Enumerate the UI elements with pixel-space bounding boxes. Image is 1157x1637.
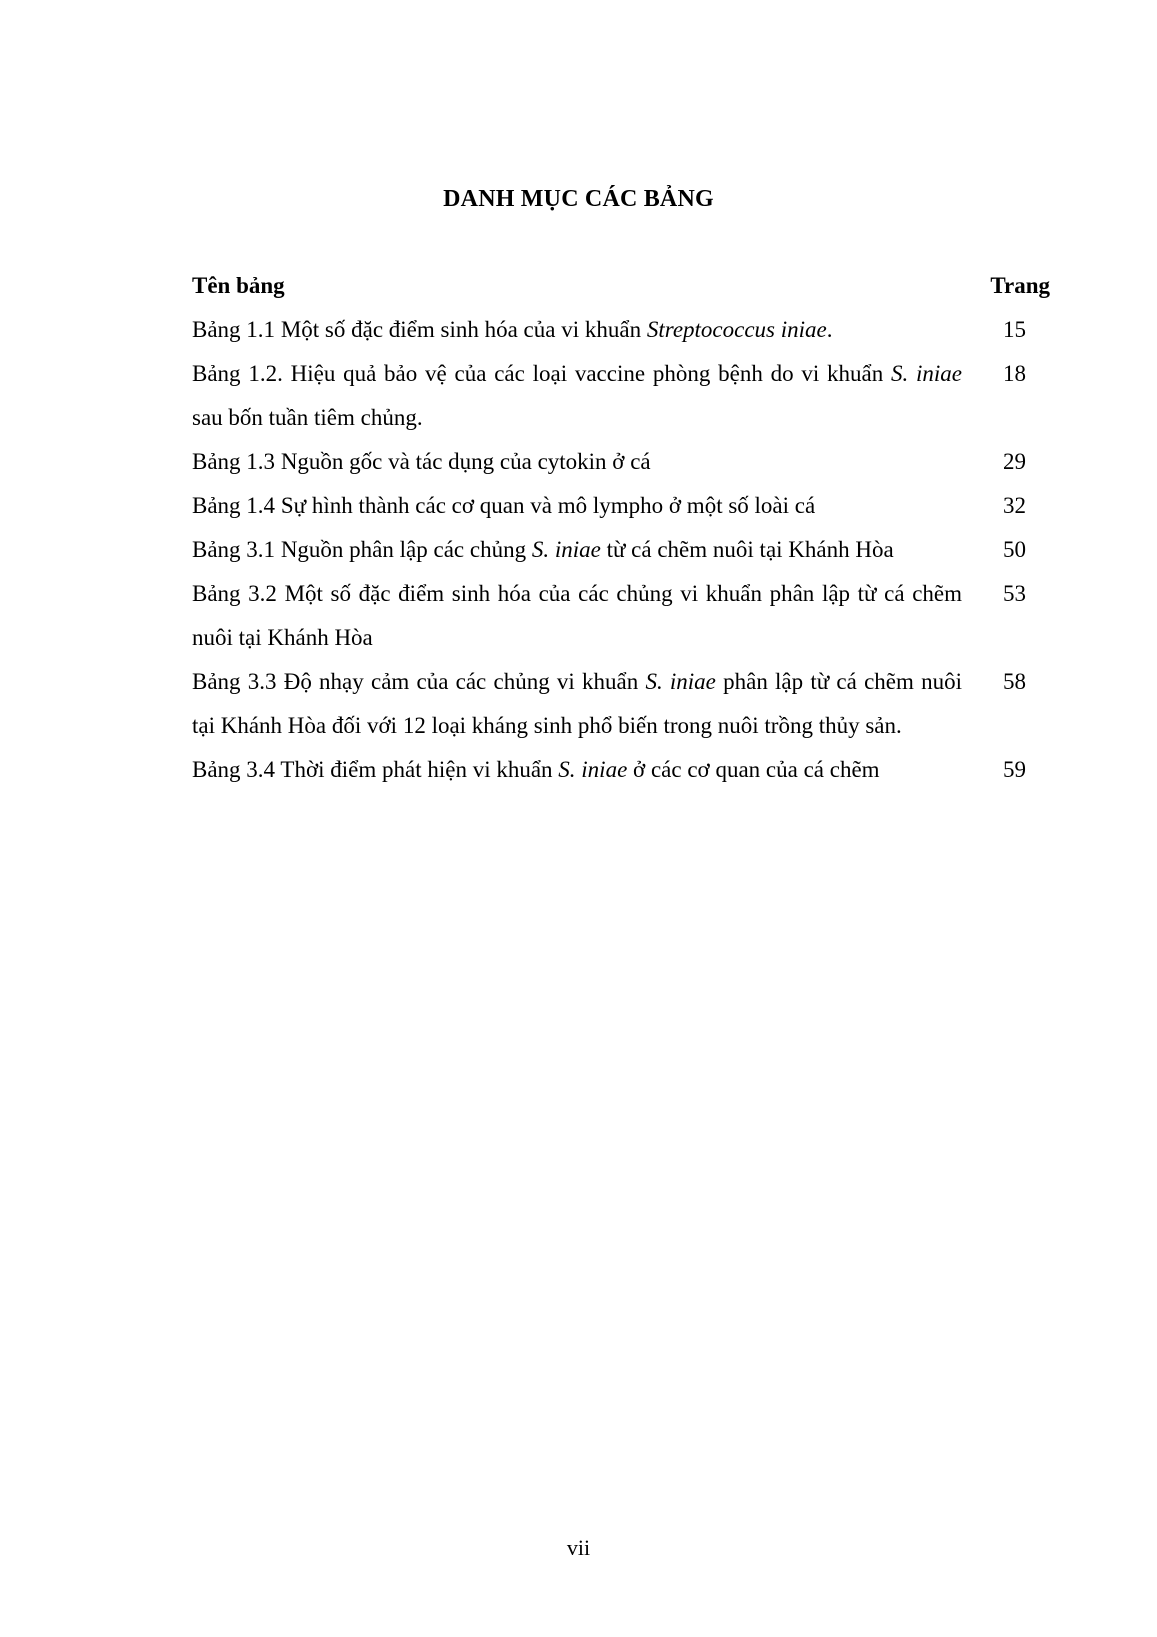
column-header-name: Tên bảng [192,273,285,298]
entry-page: 53 [1003,581,1026,606]
entry-text: Bảng 1.3 Nguồn gốc và tác dụng của cytokin ở cá [192,449,651,474]
column-header-page: Trang [990,273,1050,298]
entry-text: Bảng 1.4 Sự hình thành các cơ quan và mô lympho ở một số loài cá [192,493,816,518]
table-entry[interactable] [192,352,1050,440]
table-entry[interactable] [192,572,1050,660]
entry-label: Bảng 1.4 [192,493,276,518]
entry-text: Bảng 1.1 Một số đặc điểm sinh hóa của vi khuẩn Streptococcus iniae. [192,317,833,342]
table-entry[interactable] [192,484,1050,528]
table-entry[interactable] [192,660,1050,748]
entry-text: Bảng 3.4 Thời điểm phát hiện vi khuẩn S. iniae ở các cơ quan của cá chẽm [192,757,880,782]
entry-label: Bảng 3.4 [192,757,276,782]
entry-text: Bảng 1.2. Hiệu quả bảo vệ của các loại vaccine phòng bệnh do vi khuẩn S. iniae sau bốn tuần tiêm chủng. [192,361,962,430]
entry-page: 15 [1003,317,1026,342]
entry-page: 58 [1003,669,1026,694]
entry-text: Bảng 3.2 Một số đặc điểm sinh hóa của các chủng vi khuẩn phân lập từ cá chẽm nuôi tại Khánh Hòa [192,581,963,650]
table-list-header [192,264,1050,308]
entry-text: Bảng 3.1 Nguồn phân lập các chủng S. iniae từ cá chẽm nuôi tại Khánh Hòa [192,537,894,562]
table-entry[interactable] [192,528,1050,572]
table-entry[interactable] [192,440,1050,484]
table-entry[interactable] [192,748,1050,792]
entry-page: 59 [1003,757,1026,782]
entry-page: 29 [1003,449,1026,474]
page-title: DANH MỤC CÁC BẢNG [443,186,714,212]
entry-page: 32 [1003,493,1026,518]
table-entry[interactable] [192,308,1050,352]
entry-label: Bảng 1.1 [192,317,276,342]
entry-label: Bảng 3.3 [192,669,277,694]
page-number: vii [566,1535,591,1560]
entry-page: 50 [1003,537,1026,562]
entry-label: Bảng 3.1 [192,537,276,562]
entry-text: Bảng 3.3 Độ nhạy cảm của các chủng vi khuẩn S. iniae phân lập từ cá chẽm nuôi tại Khánh Hòa đối với 12 loại kháng sinh phổ biến trong nuôi trồng thủy sản. [192,669,962,738]
table-list [192,264,1050,792]
entry-page: 18 [1003,361,1026,386]
entry-label: Bảng 1.2. [192,361,283,386]
entry-label: Bảng 1.3 [192,449,276,474]
entry-label: Bảng 3.2 [192,581,277,606]
